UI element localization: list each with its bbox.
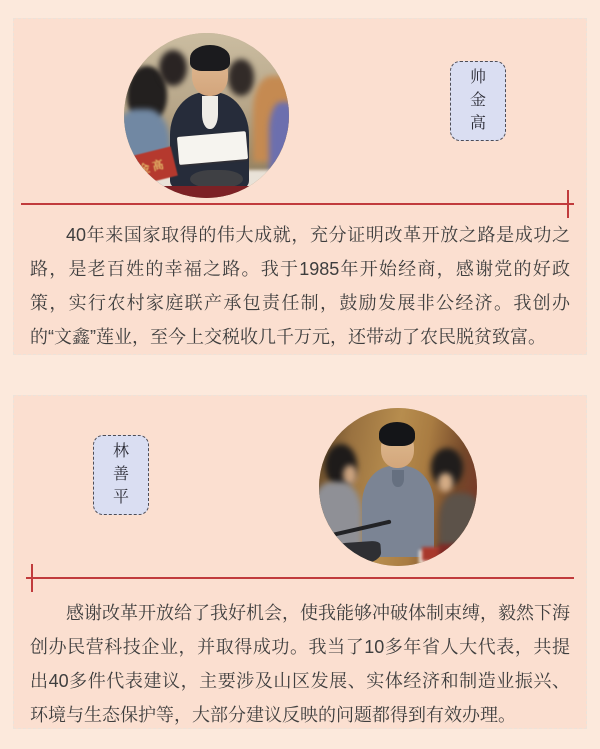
photo-table-edge <box>439 544 477 566</box>
name-char: 高 <box>469 115 486 132</box>
name-char: 平 <box>112 489 129 506</box>
divider-line <box>21 203 574 205</box>
photo-figure <box>228 59 254 95</box>
photo-table-edge <box>124 186 289 198</box>
quote-paragraph: 感谢改革开放给了我好机会，使我能够冲破体制束缚，毅然下海创办民营科技企业，并取得成功。我当了10多年省人大代表，共提出40多件代表建议，主要涉及山区发展、实体经济和制造业振兴、环境与生态保护等，大部分建议反映的问题都得到有效办理。 <box>30 603 570 725</box>
photo-table-item <box>190 170 243 188</box>
name-char: 帅 <box>469 69 486 86</box>
profile-card-shuai-jingao <box>13 18 587 355</box>
photo-figure <box>438 473 454 492</box>
speaker-shirt <box>202 96 219 129</box>
speech-paper <box>177 131 248 165</box>
name-label-lin-shanping <box>93 435 149 515</box>
speaker-collar <box>392 470 405 487</box>
photo-figure <box>269 102 289 175</box>
quote-paragraph: 40年来国家取得的伟大成就，充分证明改革开放之路是成功之路，是老百姓的幸福之路。我于1985年开始经商，感谢党的好政策，实行农村家庭联产承包责任制，鼓励发展非公经济。我创办的“文鑫”莲业，至今上交税收几千万元，还带动了农民脱贫致富。 <box>30 225 570 347</box>
speaker-hair <box>379 422 415 446</box>
divider-line <box>26 577 574 579</box>
divider-tick <box>567 190 569 218</box>
photo-figure <box>159 50 187 86</box>
divider-tick <box>31 564 33 592</box>
name-label-shuai-jingao <box>450 61 506 141</box>
name-placard-text: 帅金高 <box>124 158 168 181</box>
name-char: 金 <box>469 92 486 109</box>
profile-card-lin-shanping <box>13 395 587 729</box>
name-char: 善 <box>112 466 129 483</box>
name-char: 林 <box>112 443 129 460</box>
speaker-hair <box>190 45 230 71</box>
speaker-photo-shuai-jingao <box>124 33 289 198</box>
speaker-photo-lin-shanping <box>319 408 477 566</box>
